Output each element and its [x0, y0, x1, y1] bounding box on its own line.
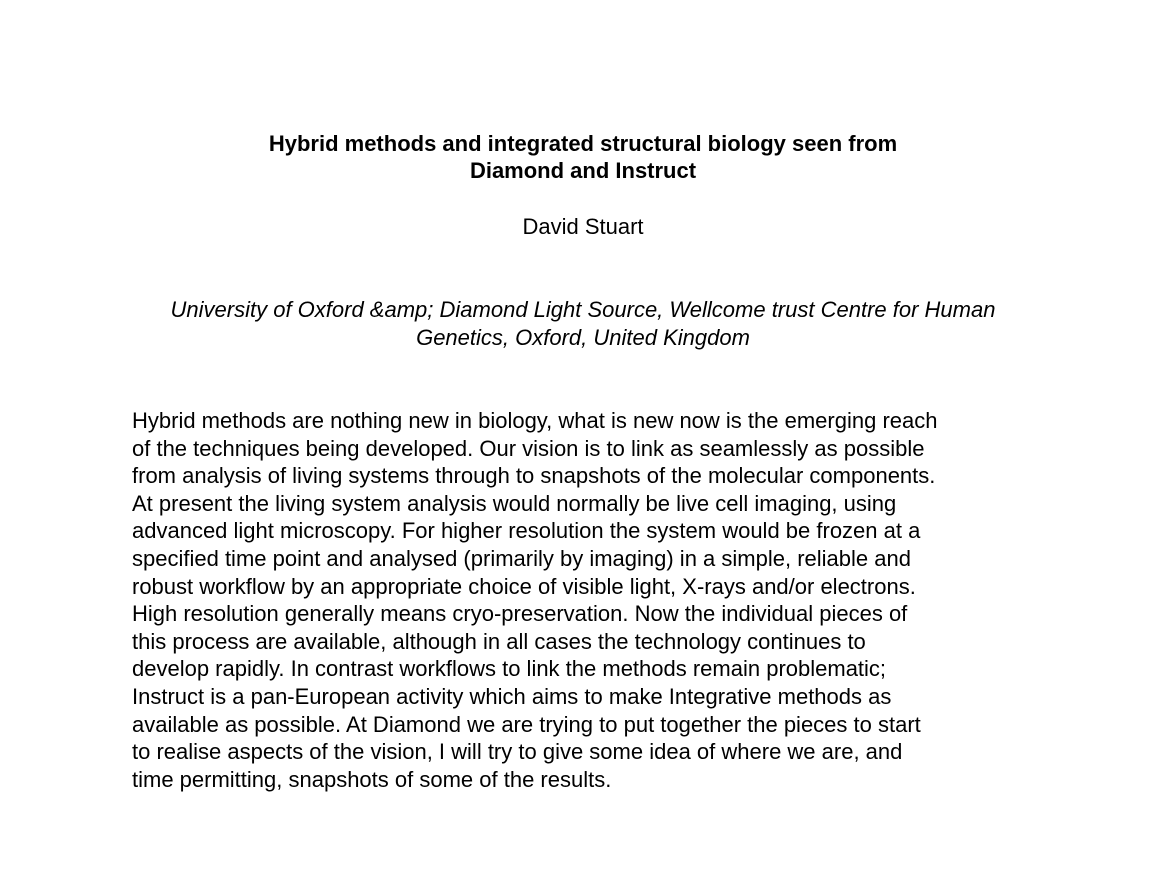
- abstract-line: develop rapidly. In contrast workflows to link the methods remain problematic;: [132, 656, 887, 682]
- author-name: David Stuart: [522, 214, 644, 239]
- abstract-line: to realise aspects of the vision, I will try to give some idea of where we are, and: [132, 739, 903, 765]
- abstract-line: specified time point and analysed (primarily by imaging) in a simple, reliable and: [132, 545, 911, 571]
- title-line-2: Diamond and Instruct: [469, 158, 697, 183]
- affiliation-line-1: University of Oxford &amp; Diamond Light Source, Wellcome trust Centre for Human: [170, 297, 996, 322]
- abstract-line: advanced light microscopy. For higher resolution the system would be frozen at a: [132, 518, 921, 544]
- abstract-line: robust workflow by an appropriate choice of visible light, X-rays and/or electrons.: [132, 573, 916, 599]
- abstract-line: High resolution generally means cryo-preservation. Now the individual pieces of: [132, 601, 908, 627]
- author-affiliation: [0, 296, 1166, 351]
- abstract-line: from analysis of living systems through to snapshots of the molecular components.: [132, 463, 936, 489]
- document-title: [0, 130, 1166, 184]
- abstract-text: [132, 407, 1092, 793]
- abstract-line: of the techniques being developed. Our vision is to link as seamlessly as possible: [132, 435, 925, 461]
- abstract-line: Hybrid methods are nothing new in biology, what is new now is the emerging reach: [132, 408, 938, 433]
- abstract-line: Instruct is a pan-European activity which aims to make Integrative methods as: [132, 683, 892, 709]
- abstract-line: At present the living system analysis would normally be live cell imaging, using: [132, 490, 897, 516]
- abstract-line: time permitting, snapshots of some of the results.: [132, 766, 612, 792]
- abstract-line: this process are available, although in all cases the technology continues to: [132, 628, 866, 654]
- affiliation-line-2: Genetics, Oxford, United Kingdom: [416, 324, 750, 350]
- title-line-1: Hybrid methods and integrated structural biology seen from: [268, 131, 898, 156]
- abstract-line: available as possible. At Diamond we are trying to put together the pieces to start: [132, 711, 921, 737]
